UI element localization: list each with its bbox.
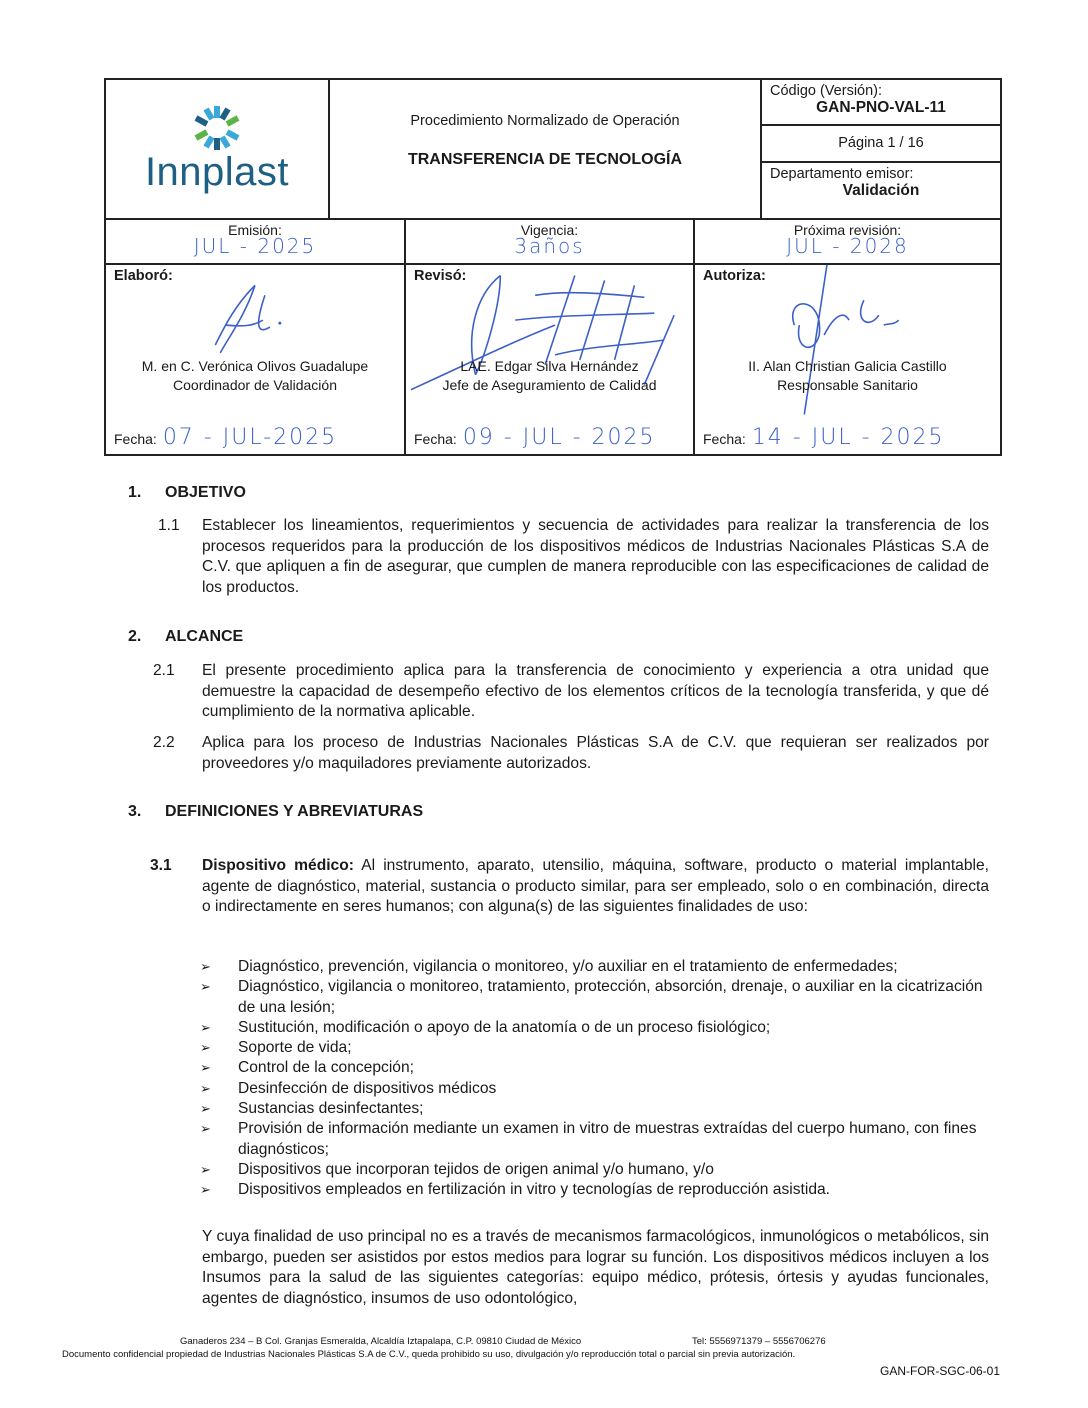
list-item: [200, 1018, 990, 1038]
list-item: [200, 977, 990, 1018]
item-number: 1.1: [158, 517, 180, 534]
list-item: [200, 1180, 990, 1200]
arrow-bullet-icon: ➢: [200, 1182, 211, 1198]
list-item-text: Desinfección de dispositivos médicos: [238, 1079, 497, 1097]
section-title: DEFINICIONES Y ABREVIATURAS: [165, 803, 424, 820]
list-item-text: Diagnóstico, vigilancia o monitoreo, tratamiento, protección, absorción, drenaje, o auxiliar en la cicatrización de una lesión;: [238, 978, 983, 1016]
department-value: Validación: [842, 182, 920, 199]
company-name: Innplast: [144, 149, 290, 194]
scope-paragraph-1: El presente procedimiento aplica para la transferencia de conocimiento y experiencia a otra unidad que demuestre la capacidad de desempeño efectivo de los elementos críticos de la tecnología transferida, y que dé cumplimiento de la normativa aplicable.: [202, 662, 989, 720]
section-number: 3.: [128, 803, 142, 820]
list-item: [200, 1160, 990, 1180]
document-code: GAN-PNO-VAL-11: [816, 99, 946, 116]
next-review-label: Próxima revisión:: [793, 222, 902, 238]
list-item: [200, 1038, 990, 1058]
document-type: Procedimiento Normalizado de Operación: [410, 113, 680, 129]
arrow-bullet-icon: ➢: [200, 979, 211, 995]
item-number: 2.1: [153, 662, 175, 679]
department-label: Departamento emisor:: [770, 166, 914, 182]
approver-position: Jefe de Aseguramiento de Calidad: [442, 377, 657, 393]
objective-paragraph: Establecer los lineamientos, requerimientos y secuencia de actividades para realizar la transferencia de los procesos requeridos para la producción de los dispositivos médicos de Industrias Nacionales Plásticas S.A de C.V. que apliquen a fin de asegurar, que cumplen de manera reproducible con las especificaciones de calidad de los productos.: [202, 517, 989, 596]
section-title: OBJETIVO: [165, 484, 246, 501]
date-label: Fecha:: [703, 431, 746, 447]
emission-date: JUL - 2025: [193, 234, 317, 258]
list-item-text: Control de la concepción;: [238, 1059, 414, 1077]
role-label: Elaboró:: [114, 268, 173, 284]
emission-label: Emisión:: [228, 222, 282, 238]
validity-value: 3años: [514, 234, 585, 258]
list-item-text: Dispositivos empleados en fertilización in vitro y tecnologías de reproducción asistida.: [238, 1181, 830, 1199]
arrow-bullet-icon: ➢: [200, 959, 211, 974]
footer-form-code: GAN-FOR-SGC-06-01: [880, 1364, 1001, 1378]
list-item-text: Dispositivos que incorporan tejidos de origen animal y/o humano, y/o: [238, 1160, 714, 1178]
role-label: Revisó:: [414, 268, 467, 284]
approver-position: Responsable Sanitario: [777, 377, 918, 393]
arrow-bullet-icon: ➢: [200, 1101, 211, 1117]
arrow-bullet-icon: ➢: [200, 1080, 211, 1096]
footer-address: Ganaderos 234 – B Col. Granjas Esmeralda, Alcaldía Iztapalapa, C.P. 09810 Ciudad de México: [180, 1336, 582, 1347]
role-label: Autoriza:: [703, 268, 766, 284]
document-title: TRANSFERENCIA DE TECNOLOGÍA: [407, 151, 683, 168]
arrow-bullet-icon: ➢: [200, 1161, 211, 1177]
approver-name: M. en C. Verónica Olivos Guadalupe: [141, 358, 369, 374]
approver-position: Coordinador de Validación: [173, 377, 337, 393]
purpose-list: [200, 957, 990, 1201]
list-item-text: Provisión de información mediante un examen in vitro de muestras extraídas del cuerpo humano, con fines diagnósticos;: [238, 1120, 977, 1158]
approver-name: II. Alan Christian Galicia Castillo: [748, 358, 947, 374]
list-item-text: Soporte de vida;: [238, 1039, 352, 1057]
list-item-text: Sustitución, modificación o apoyo de la anatomía o de un proceso fisiológico;: [238, 1018, 771, 1036]
code-label: Código (Versión):: [770, 83, 883, 99]
item-number: 3.1: [150, 857, 172, 874]
definition-text: Al instrumento, aparato, utensilio, máquina, software, producto o material implantable, agente de diagnóstico, material, sustancia o producto similar, para ser empleado, solo o en combinación, directa o indirectamente en seres humanos; con alguna(s) de las siguientes finalidades de uso:: [202, 857, 989, 915]
list-item: [200, 957, 990, 977]
list-item-text: Sustancias desinfectantes;: [238, 1100, 424, 1118]
approval-elaboro: [106, 265, 406, 454]
next-review-date: JUL - 2028: [786, 234, 909, 258]
approver-name: LAE. Edgar Silva Hernández: [460, 358, 639, 374]
list-item: [200, 1119, 990, 1160]
approval-date: 14 - JUL - 2025: [751, 425, 945, 450]
document-header-table: [104, 78, 1002, 456]
scope-paragraph-2: Aplica para los proceso de Industrias Nacionales Plásticas S.A de C.V. que requieran ser realizados por proveedores y/o maquiladores previamente autorizados.: [202, 734, 989, 772]
snowflake-logo-icon: [192, 104, 242, 152]
approval-autoriza: [695, 265, 1000, 454]
section-number: 2.: [128, 628, 142, 645]
date-label: Fecha:: [414, 431, 457, 447]
item-number: 2.2: [153, 734, 175, 751]
footer-phone: Tel: 5556971379 – 5556706276: [692, 1336, 826, 1347]
list-item: [200, 1099, 990, 1119]
date-label: Fecha:: [114, 431, 157, 447]
definition-paragraph: [202, 856, 989, 918]
section-title: ALCANCE: [165, 628, 244, 645]
page-number: Página 1 / 16: [762, 126, 1000, 163]
arrow-bullet-icon: ➢: [200, 1019, 211, 1035]
validity-label: Vigencia:: [520, 222, 579, 238]
approval-date: 09 - JUL - 2025: [462, 425, 656, 450]
footer-confidentiality: Documento confidencial propiedad de Industrias Nacionales Plásticas S.A de C.V., queda prohibido su uso, divulgación y/o reproducción total o parcial sin previa autorización.: [62, 1349, 796, 1360]
arrow-bullet-icon: ➢: [200, 1060, 211, 1076]
arrow-bullet-icon: ➢: [200, 1040, 211, 1056]
definition-closing-paragraph: Y cuya finalidad de uso principal no es a través de mecanismos farmacológicos, inmunológicos o metabólicos, sin embargo, pueden ser asistidos por estos medios para lograr su función. Los dispositivos médicos incluyen a los Insumos para la salud de las siguientes categorías: equipo médico, prótesis, órtesis y ayudas funcionales, agentes de diagnóstico, insumos de uso odontológico,: [202, 1228, 989, 1307]
company-logo: [106, 80, 330, 218]
list-item: [200, 1079, 990, 1099]
definition-term: Dispositivo médico:: [202, 857, 354, 874]
list-item-text: Diagnóstico, prevención, vigilancia o monitoreo, y/o auxiliar en el tratamiento de enfermedades;: [238, 958, 898, 975]
approval-date: 07 - JUL-2025: [162, 425, 338, 450]
section-number: 1.: [128, 484, 142, 501]
approval-reviso: [406, 265, 695, 454]
arrow-bullet-icon: ➢: [200, 1121, 211, 1137]
list-item: [200, 1058, 990, 1078]
